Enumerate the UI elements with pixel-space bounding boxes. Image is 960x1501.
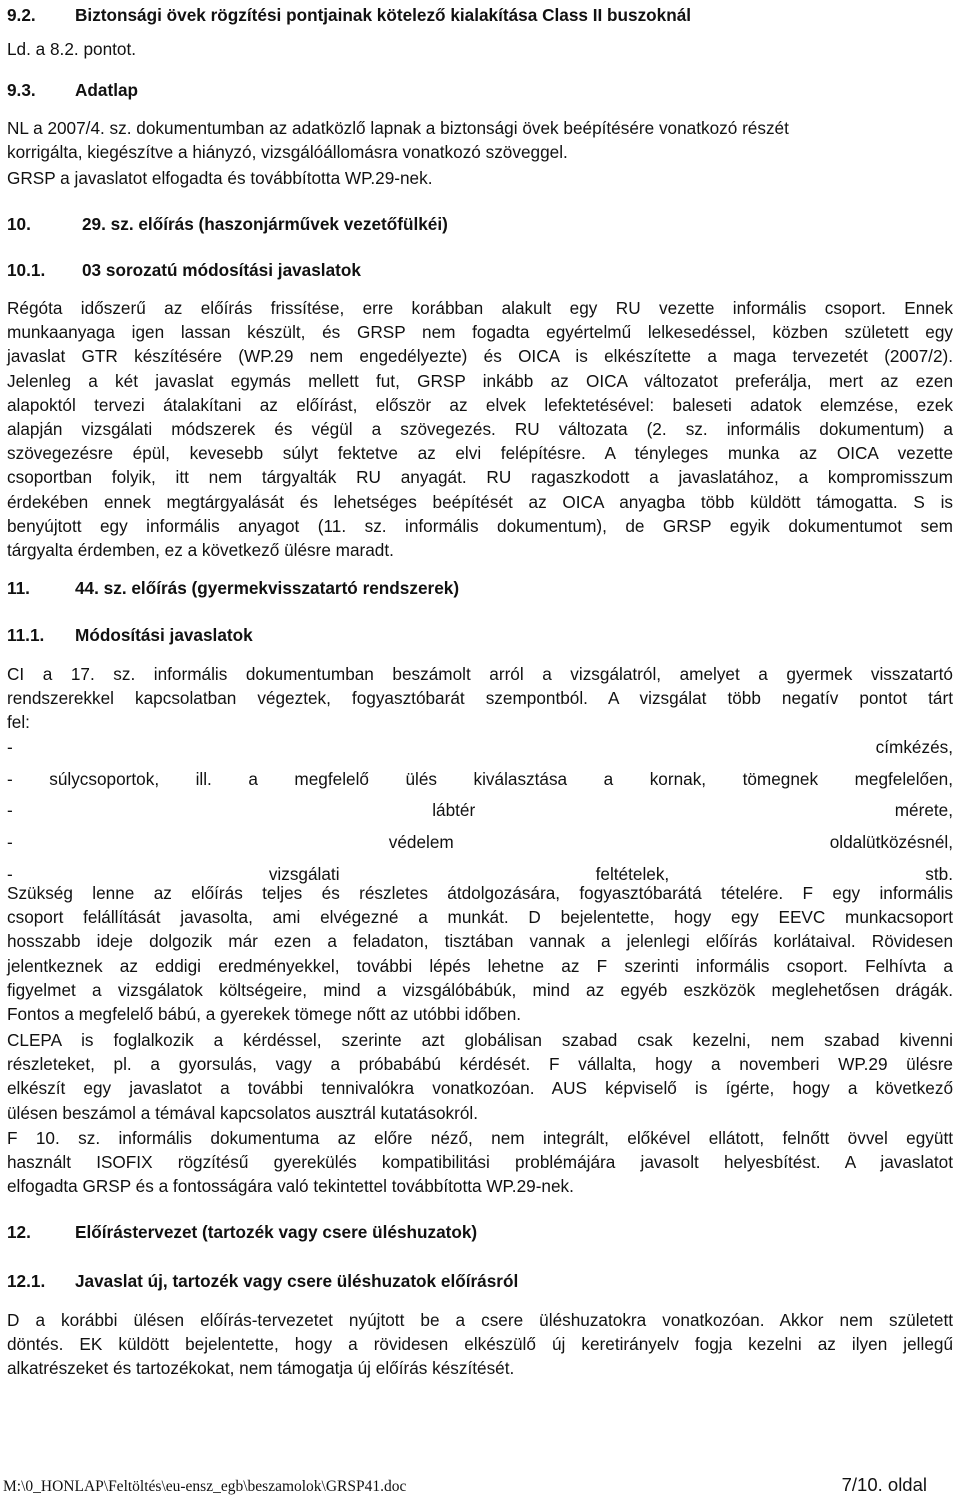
paragraph-line: elkészít egy javaslatot a további tennivalókra vonatkozóan. AUS képviselő is ígérte, hogy a következő xyxy=(7,1078,953,1099)
paragraph-line: érdekében ennek megtárgyalását és lehetséges beépítését az OICA anyagba több küldött támogatta. S is xyxy=(7,491,953,512)
paragraph-line: Régóta időszerű az előírás frissítése, erre korábban alakult egy RU vezette informális csoport. Ennek xyxy=(7,298,953,318)
paragraph-line: F 10. sz. informális dokumentuma az előre néző, nem integrált, előkével ellátott, felnőtt övvel együtt xyxy=(7,1128,953,1148)
paragraph-line: - lábtér mérete, xyxy=(7,800,953,821)
section-number: 12.1. xyxy=(7,1271,46,1291)
paragraph-line: ülésen beszámol a témával kapcsolatos ausztrál kutatásokról. xyxy=(7,1102,478,1123)
section-title: 29. sz. előírás (haszonjárművek vezetőfülkéi) xyxy=(82,214,448,234)
paragraph-line: alapján vizsgálati módszerek és végül a szövegezés. RU változata (2. sz. informális dokumentum) a xyxy=(7,419,953,439)
paragraph-line: csoport felállítását javasolta, ami elvégezné a munkát. D bejelentette, hogy egy EEVC munkacsoport xyxy=(7,907,953,928)
paragraph-line: - védelem oldalütközésnél, xyxy=(7,832,953,853)
paragraph-line: figyelmet a vizsgálatok költségeire, mind a vizsgálóbábúk, mind az egyéb eszközök meglehetősen drágák. xyxy=(7,979,953,1000)
paragraph-line: - súlycsoportok, ill. a megfelelő ülés kiválasztása a kornak, tömegnek megfelelően, xyxy=(7,768,953,789)
paragraph-line: hosszabb ideje dolgozik már ezen a feladaton, tisztában vannak a jelenlegi előírás korlátaival. Rövidesen xyxy=(7,931,953,952)
paragraph-line: munkaanyaga igen lassan készült, és GRSP nem fogadta egyértelmű lelkesedéssel, közben született egy xyxy=(7,322,953,343)
paragraph-line: javaslat GTR készítésére (WP.29 nem engedélyezte) és OICA is elkészítette a maga tervezetét (2007/2). xyxy=(7,346,953,367)
paragraph-line: alapoktól tervezi átalakítani az előírást, először az elvek lefektetésével: baleseti adatok elemzése, ezek xyxy=(7,394,953,415)
section-number: 11.1. xyxy=(7,625,45,645)
paragraph-line: Jelenleg a két javaslat egymás mellett fut, GRSP inkább az OICA változatot preferálja, mert az ezen xyxy=(7,370,953,391)
paragraph-line: alkatrészeket és tartozékokat, nem támogatja új előírás készítését. xyxy=(7,1358,515,1379)
paragraph-line: CI a 17. sz. informális dokumentumban beszámolt arról a vizsgálatról, amelyet a gyermek visszatartó xyxy=(7,664,953,684)
paragraph-line: - címkézés, xyxy=(7,737,953,757)
paragraph-line: Ld. a 8.2. pontot. xyxy=(7,39,137,59)
section-number: 10. xyxy=(7,214,31,234)
section-title: Adatlap xyxy=(75,80,139,100)
paragraph-line: rendszerekkel kapcsolatban végeztek, fogyasztóbarát szempontból. A vizsgálat több negatív pontot tárt xyxy=(7,688,953,709)
section-number: 9.3. xyxy=(7,80,36,100)
paragraph-line: jelentkeznek az eddigi eredményekkel, további lépés lehetne az F szerinti informális csoport. Felhívta a xyxy=(7,955,953,976)
section-number: 10.1. xyxy=(7,260,46,280)
paragraph-line: tárgyalta érdemben, ez a következő ülésre maradt. xyxy=(7,540,394,560)
paragraph-line: CLEPA is foglalkozik a kérdéssel, szerinte azt globálisan szabad csak kezelni, nem szabad kivenni xyxy=(7,1030,953,1050)
paragraph-line: részleteket, pl. a gyorsulás, vagy a próbabábú kérdését. F vállalta, hogy a novemberi WP.29 ülésre xyxy=(7,1054,953,1075)
paragraph-line: fel: xyxy=(7,712,30,733)
section-number: 11. xyxy=(7,578,30,598)
paragraph-line: Szükség lenne az előírás teljes és részletes átdolgozására, fogyasztóbarátá tételére. F egy informális xyxy=(7,883,953,903)
section-title: 44. sz. előírás (gyermekvisszatartó rendszerek) xyxy=(75,578,460,598)
paragraph-line: - vizsgálati feltételek, stb. xyxy=(7,863,953,884)
paragraph-line: szövegezésre épül, kevesebb súlyt fektetve az elvi felépítésre. A tényleges munka az OICA vezette xyxy=(7,443,953,464)
footer-file-path: M:\0_HONLAP\Feltöltés\eu-ensz_egb\beszamolok\GRSP41.doc xyxy=(3,1478,407,1495)
section-title: Módosítási javaslatok xyxy=(75,625,253,645)
section-title: Javaslat új, tartozék vagy csere üléshuzatok előírásról xyxy=(75,1271,519,1291)
paragraph-line: benyújtott egy informális anyagot (11. sz. informális dokumentum), de GRSP egyik dokumentumot sem xyxy=(7,515,953,536)
paragraph-line: D a korábbi ülésen előírás-tervezetet nyújtott be a csere üléshuzatokra vonatkozóan. Akkor nem született xyxy=(7,1310,953,1330)
section-number: 9.2. xyxy=(7,5,36,25)
paragraph-line: NL a 2007/4. sz. dokumentumban az adatközlő lapnak a biztonsági övek beépítésére vonatkozó részét xyxy=(7,118,789,138)
paragraph-line: használt ISOFIX rögzítésű gyerekülés kompatibilitási problémájára javasolt helyesbítést. A javaslatot xyxy=(7,1152,953,1173)
paragraph-line: korrigálta, kiegészítve a hiányzó, vizsgálóállomásra vonatkozó szöveggel. xyxy=(7,142,568,162)
paragraph-line: elfogadta GRSP és a fontosságára való tekintettel továbbította WP.29-nek. xyxy=(7,1176,574,1197)
paragraph-line: Fontos a megfelelő bábú, a gyerekek tömege nőtt az utóbbi időben. xyxy=(7,1004,522,1024)
section-number: 12. xyxy=(7,1222,31,1242)
paragraph-line: csoportban folyik, itt nem tárgyalták RU anyagát. RU ragaszkodott a javaslatához, a kompromisszum xyxy=(7,467,953,488)
footer-page-number: 7/10. oldal xyxy=(841,1474,927,1495)
section-title: Biztonsági övek rögzítési pontjainak kötelező kialakítása Class II buszoknál xyxy=(75,5,692,25)
paragraph-line: GRSP a javaslatot elfogadta és továbbította WP.29-nek. xyxy=(7,168,433,188)
paragraph-line: döntés. EK küldött bejelentette, hogy a rövidesen elkészülő új keretirányelv fogja kezelni az ilyen jellegű xyxy=(7,1334,953,1355)
section-title: 03 sorozatú módosítási javaslatok xyxy=(82,260,361,280)
section-title: Előírástervezet (tartozék vagy csere üléshuzatok) xyxy=(75,1222,478,1242)
